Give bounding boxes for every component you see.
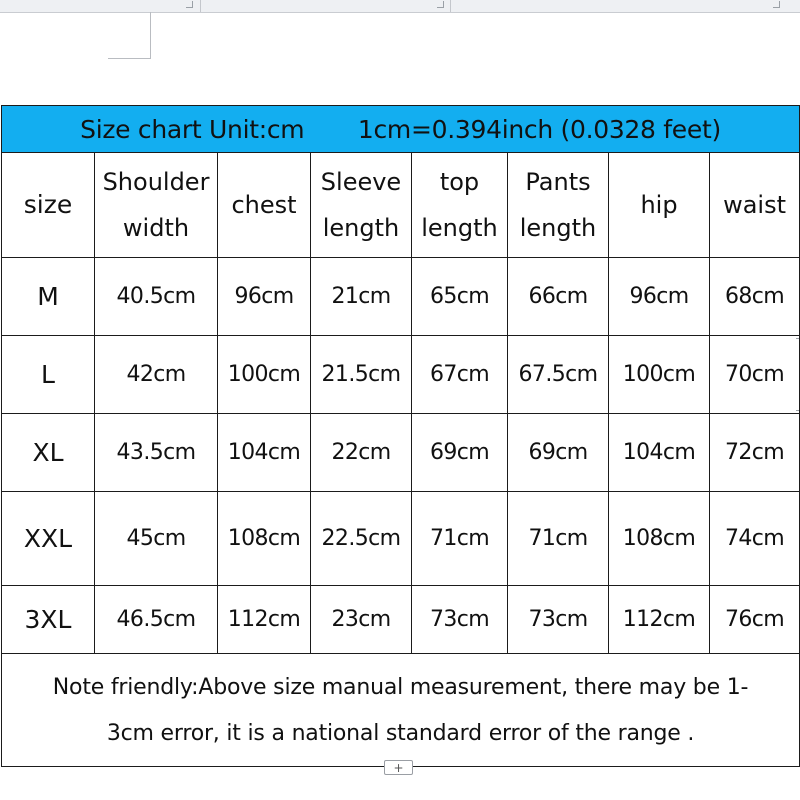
header-line: Sleeve	[320, 168, 402, 196]
table-cell: 76cm	[710, 586, 800, 654]
table-cell: 96cm	[218, 258, 311, 336]
header-chest: chest	[218, 153, 311, 258]
table-cell: 45cm	[95, 492, 218, 586]
table-cell: 100cm	[218, 336, 311, 414]
table-row	[2, 492, 800, 586]
header-line: length	[421, 214, 498, 242]
page-margin-corner	[108, 12, 151, 59]
header-line: length	[519, 214, 597, 242]
size-cell: M	[2, 258, 95, 336]
note-row	[2, 654, 800, 767]
table-cell: 73cm	[508, 586, 609, 654]
table-row	[2, 586, 800, 654]
header-top-length	[412, 153, 508, 258]
chart-title: Size chart Unit:cm 1cm=0.394inch (0.0328 feet)	[2, 106, 800, 153]
size-chart-table	[1, 105, 800, 767]
size-cell: 3XL	[2, 586, 95, 654]
table-cell: 22cm	[311, 414, 412, 492]
table-cell: 70cm	[710, 336, 800, 414]
table-cell: 71cm	[508, 492, 609, 586]
table-cell: 73cm	[412, 586, 508, 654]
table-cell: 108cm	[609, 492, 710, 586]
table-cell: 23cm	[311, 586, 412, 654]
header-waist: waist	[710, 153, 800, 258]
header-sleeve-length	[311, 153, 412, 258]
header-line: Pants	[525, 168, 591, 196]
corner-mark-icon	[186, 1, 193, 8]
header-line: length	[322, 214, 400, 242]
corner-mark-icon	[773, 1, 780, 8]
title-row	[2, 106, 800, 153]
add-row-button[interactable]: +	[384, 760, 413, 775]
table-cell: 67.5cm	[508, 336, 609, 414]
table-cell: 22.5cm	[311, 492, 412, 586]
strip-divider	[450, 0, 451, 12]
header-pants-length	[508, 153, 609, 258]
table-row	[2, 414, 800, 492]
table-cell: 108cm	[218, 492, 311, 586]
table-cell: 21cm	[311, 258, 412, 336]
strip-divider	[200, 0, 201, 12]
table-cell: 21.5cm	[311, 336, 412, 414]
table-cell: 96cm	[609, 258, 710, 336]
size-cell: XXL	[2, 492, 95, 586]
header-line: top	[439, 168, 480, 196]
table-cell: 43.5cm	[95, 414, 218, 492]
table-cell: 74cm	[710, 492, 800, 586]
header-row	[2, 153, 800, 258]
table-row	[2, 336, 800, 414]
corner-mark-icon	[437, 1, 444, 8]
table-cell: 104cm	[609, 414, 710, 492]
table-cell: 69cm	[412, 414, 508, 492]
table-cell: 71cm	[412, 492, 508, 586]
table-cell: 100cm	[609, 336, 710, 414]
header-hip: hip	[609, 153, 710, 258]
table-row	[2, 258, 800, 336]
table-cell: 42cm	[95, 336, 218, 414]
table-cell: 72cm	[710, 414, 800, 492]
table-cell: 104cm	[218, 414, 311, 492]
table-cell: 69cm	[508, 414, 609, 492]
table-cell: 112cm	[609, 586, 710, 654]
table-cell: 68cm	[710, 258, 800, 336]
table-cell: 65cm	[412, 258, 508, 336]
table-cell: 46.5cm	[95, 586, 218, 654]
table-cell: 40.5cm	[95, 258, 218, 336]
table-cell: 67cm	[412, 336, 508, 414]
table-cell: 112cm	[218, 586, 311, 654]
header-line: Shoulder	[102, 168, 210, 196]
table-cell: 66cm	[508, 258, 609, 336]
size-cell: XL	[2, 414, 95, 492]
header-size: size	[2, 153, 95, 258]
size-cell: L	[2, 336, 95, 414]
header-line: width	[122, 214, 190, 242]
measurement-note: Note friendly:Above size manual measurement, there may be 1-3cm error, it is a national standard error of the range .	[2, 654, 800, 767]
header-shoulder-width	[95, 153, 218, 258]
